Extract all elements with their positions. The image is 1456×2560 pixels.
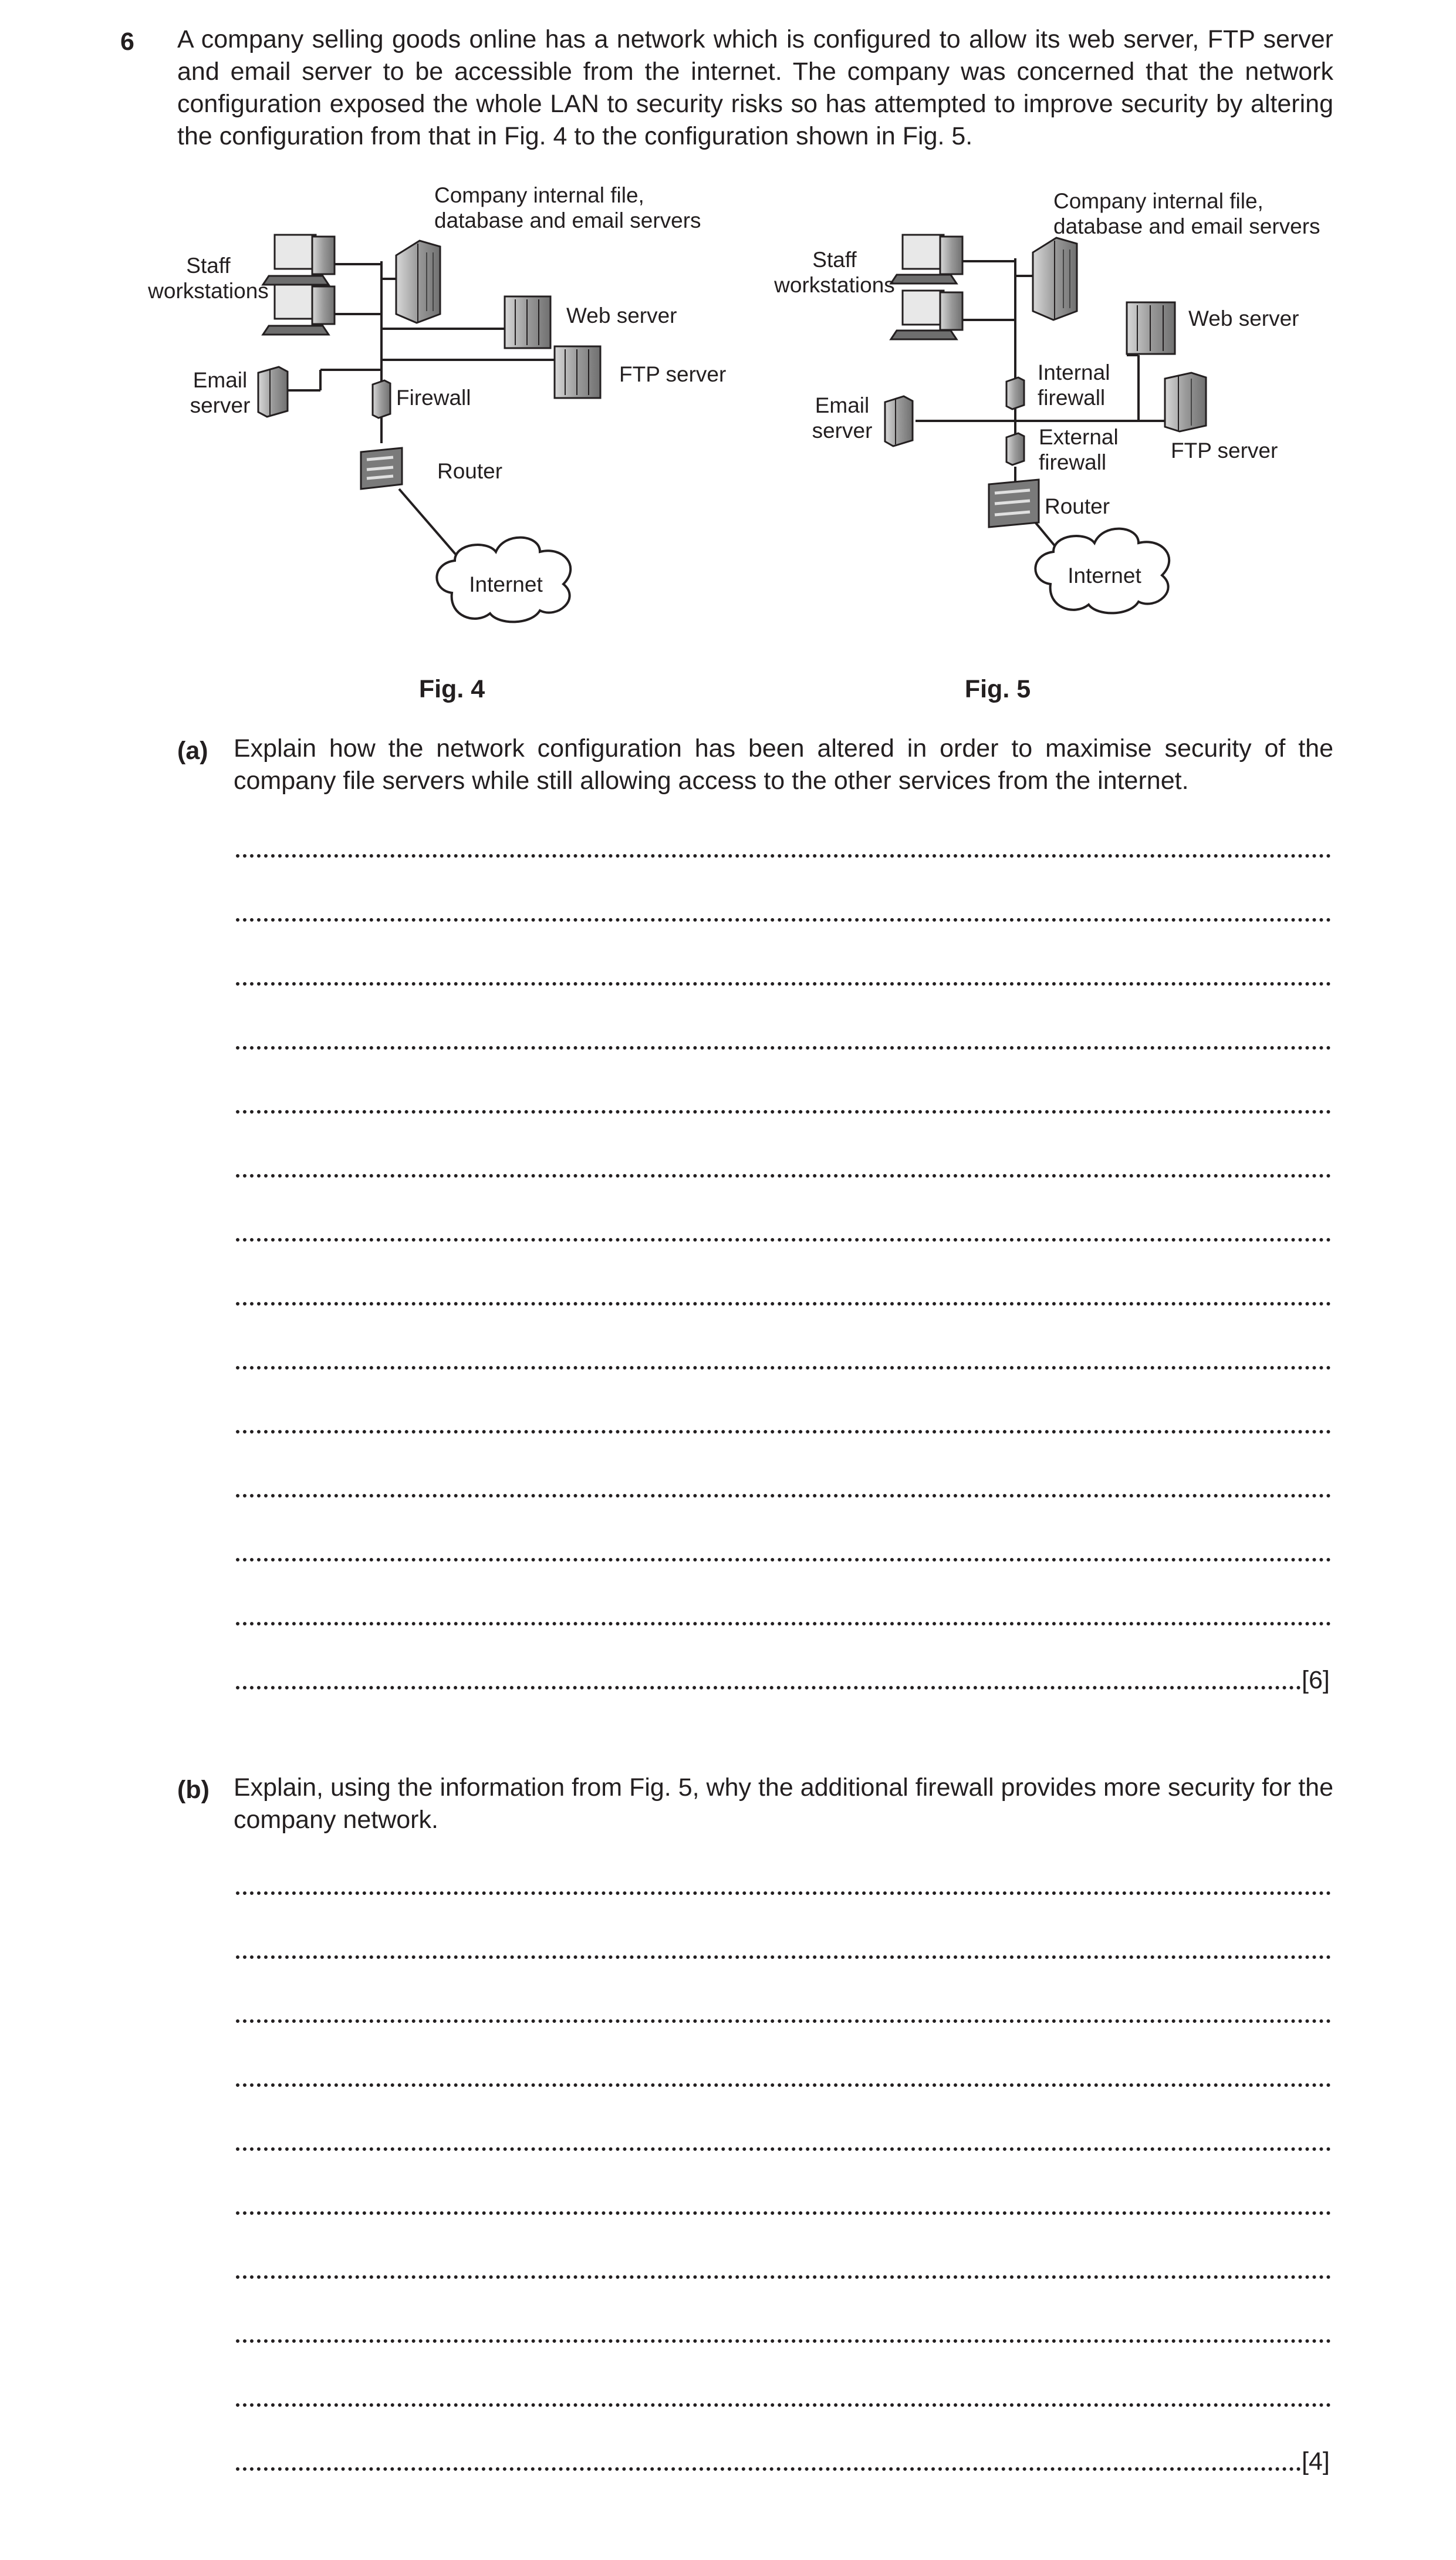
internal-firewall-label: Internal: [1038, 360, 1110, 384]
email-server-label: Email: [815, 393, 870, 417]
router-label: Router: [1045, 494, 1110, 518]
question-stem: A company selling goods online has a network which is configured to allow its web server, FTP server and email server to be accessible from the internet. The company was concerned that the network configuration exposed the whole LAN to security risks so has attempted to improve security by altering the configuration from that in Fig. 4 to the configuration shown in Fig. 5.: [177, 25, 1333, 150]
ftp-server-icon: [555, 346, 600, 398]
staff-label: Staff: [186, 254, 231, 278]
external-firewall-icon: [1006, 433, 1024, 465]
answer-line[interactable]: [236, 982, 1331, 986]
answer-line[interactable]: [236, 1558, 1331, 1561]
answer-line[interactable]: [236, 2275, 1331, 2279]
answer-line[interactable]: [236, 1238, 1331, 1242]
figure-4-caption: Fig. 4: [418, 675, 485, 703]
answer-line[interactable]: [236, 2019, 1331, 2023]
file-server-icon: [396, 241, 440, 323]
answer-line[interactable]: [236, 1366, 1331, 1370]
ftp-server-icon: [1165, 373, 1206, 431]
workstation-icon: [263, 285, 335, 335]
answer-line[interactable]: [236, 1302, 1331, 1306]
answer-line[interactable]: [236, 1174, 1331, 1178]
email-server-icon: [258, 367, 288, 417]
part-b-question: Explain, using the information from Fig. 5, why the additional firewall provides more security for the company network.: [234, 1773, 1333, 1834]
ftp-server-label: FTP server: [1171, 439, 1278, 463]
part-a-question: Explain how the network configuration has been altered in order to maximise security of the company file servers while still allowing access to the other services from the internet.: [234, 734, 1333, 795]
question-number: 6: [120, 28, 134, 56]
email-server-label: Email: [192, 368, 248, 392]
figure-4-diagram: [135, 179, 751, 649]
router-label: Router: [437, 459, 503, 483]
answer-line[interactable]: [236, 1955, 1331, 1959]
figure-5-diagram: [757, 179, 1373, 649]
internal-servers-label: Company internal file,: [1053, 189, 1264, 213]
part-b-marks: [4]: [1302, 2447, 1330, 2475]
web-server-label: Web server: [1188, 306, 1299, 330]
part-a-label: (a): [177, 737, 208, 765]
email-server-label-2: server: [812, 419, 873, 443]
external-firewall-label: External: [1039, 425, 1119, 449]
email-server-icon: [885, 396, 913, 446]
answer-line[interactable]: [236, 1622, 1331, 1625]
answer-line[interactable]: [236, 2403, 1331, 2407]
workstation-icon: [263, 235, 335, 285]
answer-line[interactable]: [236, 854, 1331, 858]
staff-label-2: workstations: [774, 273, 895, 297]
internal-firewall-label-2: firewall: [1038, 386, 1106, 410]
firewall-icon: [373, 380, 390, 418]
file-server-icon: [1033, 238, 1077, 320]
router-icon: [361, 448, 402, 489]
answer-line[interactable]: [236, 918, 1331, 922]
external-firewall-label-2: firewall: [1039, 450, 1107, 474]
answer-line[interactable]: [236, 2339, 1331, 2343]
ftp-server-label: FTP server: [619, 362, 727, 386]
staff-label-2: workstations: [148, 279, 269, 303]
part-a-marks: [6]: [1302, 1666, 1330, 1694]
firewall-label: Firewall: [396, 386, 471, 410]
web-server-icon: [1127, 302, 1175, 354]
answer-line[interactable]: [236, 1110, 1331, 1114]
internal-firewall-icon: [1006, 377, 1024, 409]
answer-line[interactable]: [236, 1494, 1331, 1497]
answer-line[interactable]: [236, 2467, 1301, 2471]
answer-line[interactable]: [236, 2083, 1331, 2087]
internet-label: Internet: [469, 572, 543, 596]
answer-line[interactable]: [236, 1046, 1331, 1050]
figure-5-caption: Fig. 5: [964, 675, 1031, 703]
answer-line[interactable]: [236, 2147, 1331, 2151]
internet-label: Internet: [1067, 564, 1141, 588]
answer-line[interactable]: [236, 1891, 1331, 1895]
part-b-label: (b): [177, 1776, 210, 1804]
workstation-icon: [891, 235, 962, 284]
answer-line[interactable]: [236, 2211, 1331, 2215]
email-server-label-2: server: [190, 393, 251, 417]
answer-line[interactable]: [236, 1430, 1331, 1434]
staff-label: Staff: [812, 248, 857, 272]
web-server-icon: [505, 296, 550, 348]
answer-line[interactable]: [236, 1686, 1301, 1689]
internal-servers-label-2: database and email servers: [434, 208, 701, 232]
workstation-icon: [891, 291, 962, 339]
router-icon: [989, 480, 1039, 527]
internal-servers-label: Company internal file,: [434, 183, 644, 207]
internal-servers-label-2: database and email servers: [1053, 214, 1320, 238]
web-server-label: Web server: [566, 303, 677, 328]
